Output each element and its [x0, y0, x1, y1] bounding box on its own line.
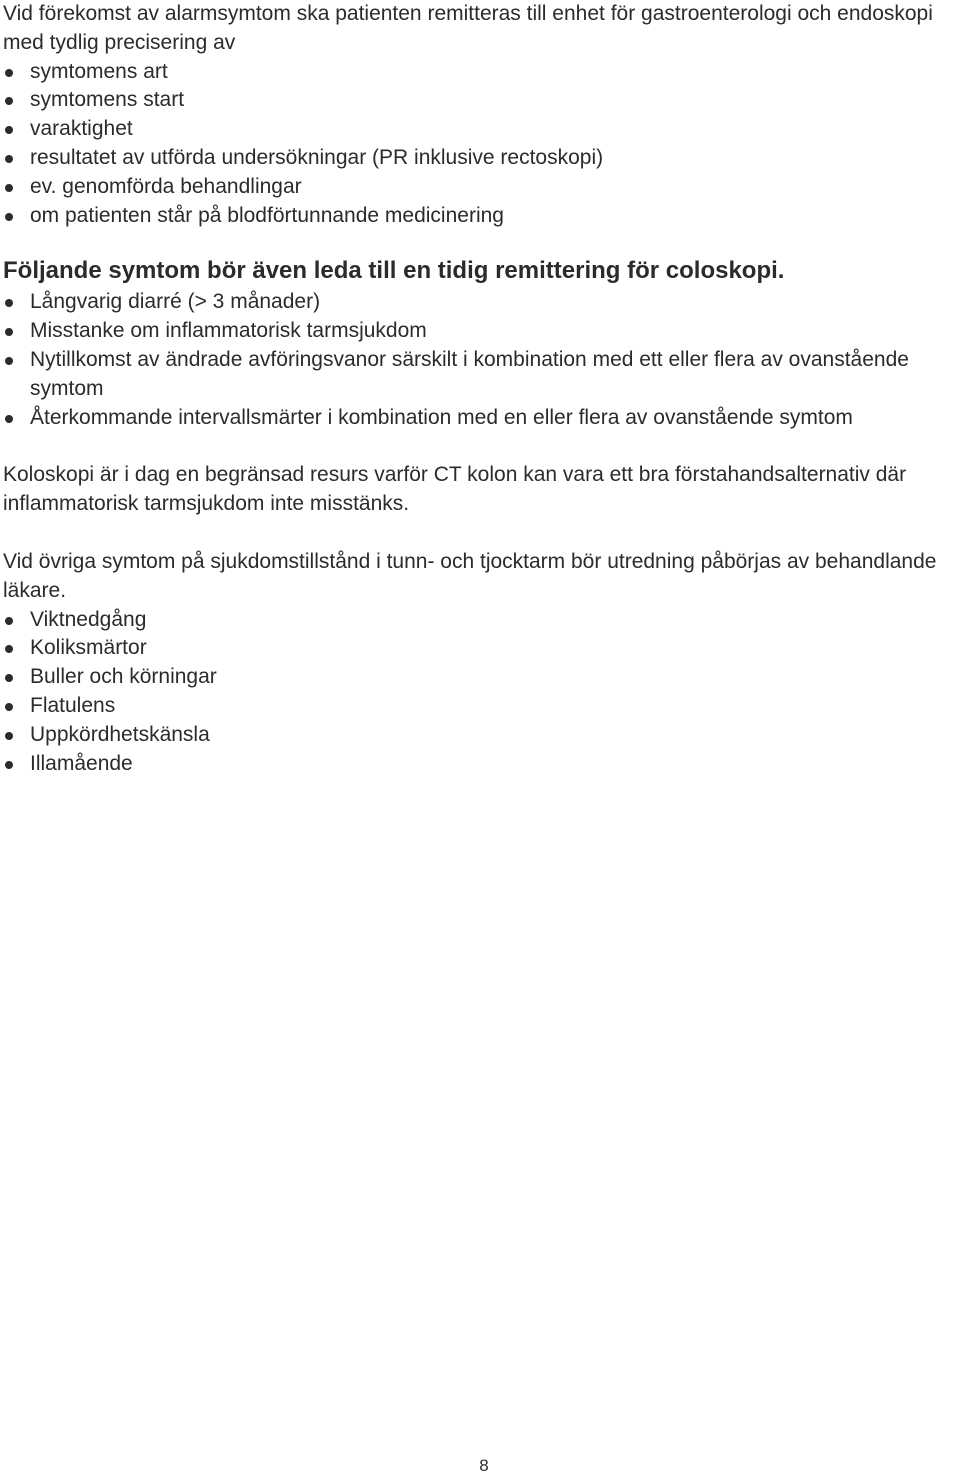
bullet-icon	[5, 299, 13, 307]
bullet-icon	[5, 155, 13, 163]
list-item: Återkommande intervallsmärter i kombination med en eller flera av ovanstående symtom	[3, 404, 958, 433]
bullet-icon	[5, 674, 13, 682]
bullet-icon	[5, 703, 13, 711]
bullet-icon	[5, 645, 13, 653]
list-item: varaktighet	[3, 115, 958, 144]
coloscopy-symptoms-list	[3, 288, 958, 432]
bullet-icon	[5, 126, 13, 134]
bullet-icon	[5, 328, 13, 336]
list-item: Koliksmärtor	[3, 634, 958, 663]
list-item: symtomens start	[3, 86, 958, 115]
list-item: Viktnedgång	[3, 606, 958, 635]
list-item: Långvarig diarré (> 3 månader)	[3, 288, 958, 317]
bullet-icon	[5, 415, 13, 423]
list-item: Uppkördhetskänsla	[3, 721, 958, 750]
list-item: resultatet av utförda undersökningar (PR inklusive rectoskopi)	[3, 144, 958, 173]
list-item: ev. genomförda behandlingar	[3, 173, 958, 202]
bullet-icon	[5, 761, 13, 769]
list-item: Nytillkomst av ändrade avföringsvanor särskilt i kombination med ett eller flera av ovanstående symtom	[3, 346, 958, 404]
bullet-icon	[5, 213, 13, 221]
other-symptoms-list	[3, 606, 958, 779]
list-item: Flatulens	[3, 692, 958, 721]
list-item: om patienten står på blodförtunnande medicinering	[3, 202, 958, 231]
document-page	[3, 0, 958, 778]
page-number: 8	[479, 1456, 489, 1475]
list-item: Misstanke om inflammatorisk tarmsjukdom	[3, 317, 958, 346]
list-item: Buller och körningar	[3, 663, 958, 692]
bullet-icon	[5, 732, 13, 740]
coloscopy-referral-heading: Följande symtom bör även leda till en tidig remittering för coloskopi.	[3, 257, 785, 285]
list-item: symtomens art	[3, 58, 958, 87]
bullet-icon	[5, 357, 13, 365]
bullet-icon	[5, 97, 13, 105]
alarm-symptoms-intro: Vid förekomst av alarmsymtom ska patienten remitteras till enhet för gastroenterologi och endoskopi med tydlig precisering av	[3, 2, 933, 54]
bullet-icon	[5, 617, 13, 625]
bullet-icon	[5, 184, 13, 192]
list-item: Illamående	[3, 750, 958, 779]
bullet-icon	[5, 69, 13, 77]
alarm-details-list	[3, 58, 958, 231]
other-symptoms-intro: Vid övriga symtom på sjukdomstillstånd i tunn- och tjocktarm bör utredning påbörjas av behandlande läkare.	[3, 549, 937, 602]
koloskopi-paragraph: Koloskopi är i dag en begränsad resurs varför CT kolon kan vara ett bra förstahandsalternativ där inflammatorisk tarmsjukdom inte misstänks.	[3, 463, 907, 516]
